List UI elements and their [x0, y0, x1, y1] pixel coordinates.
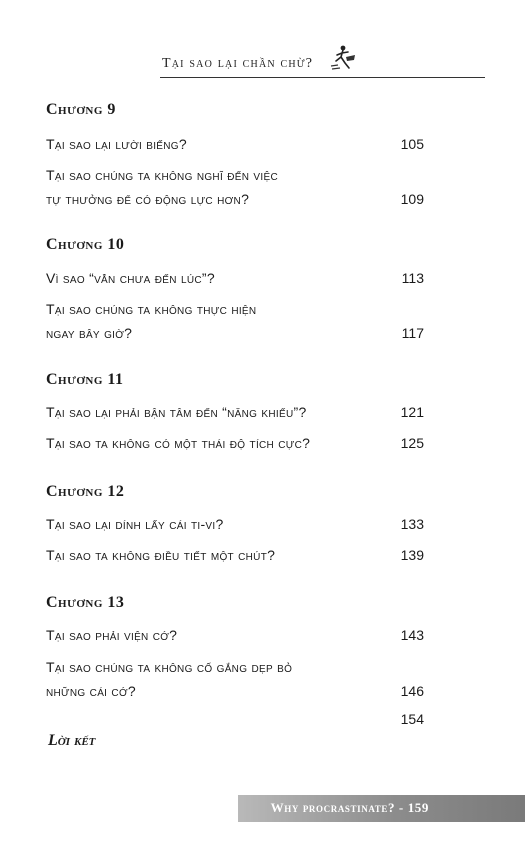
toc-entry-page: 143	[400, 627, 424, 643]
toc-entry-title: Tại sao lại phải bận tâm đến “năng khiếu”?	[46, 404, 307, 420]
epilogue-heading: Lời kết	[48, 732, 96, 749]
toc-entry-page: 113	[401, 270, 424, 286]
toc-entry-title: Tại sao ta không điều tiết một chút?	[46, 547, 276, 563]
toc-entry-page: 105	[400, 136, 424, 152]
toc-entry-title: Tại sao phải viện cớ?	[46, 627, 178, 643]
toc-entry-title: Tại sao chúng ta không thực hiện ngay bây giờ?	[46, 301, 257, 341]
running-header	[30, 44, 485, 80]
toc-entry-title: Tại sao lại dính lấy cái ti-vi?	[46, 516, 224, 532]
chapter-heading: Chương 12	[46, 483, 125, 500]
toc-entry-page: 133	[400, 516, 424, 532]
page-footer	[238, 795, 525, 822]
toc-entry-title: Vì sao “vẫn chưa đến lúc”?	[46, 270, 215, 286]
toc-entry-page: 117	[401, 325, 424, 341]
toc-entry-page: 109	[400, 191, 424, 207]
toc-entry-page: 146	[400, 683, 424, 699]
toc-entry	[46, 512, 424, 536]
chapter-heading: Chương 9	[46, 101, 116, 118]
toc-entry-title: Tại sao lại lười biếng?	[46, 136, 187, 152]
toc-entry	[46, 297, 424, 345]
chapter-heading: Chương 11	[46, 371, 124, 388]
toc-entry	[46, 623, 424, 647]
footer-text: Why procrastinate? - 159	[270, 800, 429, 815]
toc-entry	[46, 400, 424, 424]
toc-entry	[46, 655, 424, 703]
toc-entry	[46, 163, 424, 211]
chapter-heading: Chương 10	[46, 236, 125, 253]
toc-entry	[46, 543, 424, 567]
header-rule	[160, 77, 485, 78]
toc-entry-title: Tại sao chúng ta không cố gắng dẹp bỏ những cái cớ?	[46, 659, 293, 699]
toc-entry-page: 125	[400, 435, 424, 451]
toc-entry-page: 139	[400, 547, 424, 563]
toc-entry	[46, 132, 424, 156]
toc-entry	[46, 266, 424, 290]
toc-entry-title: Tại sao chúng ta không nghĩ đến việc tự thưởng để có động lực hơn?	[46, 167, 278, 207]
running-header-title: Tại sao lại chần chừ?	[162, 56, 314, 71]
epilogue-page: 154	[400, 711, 424, 727]
toc-entry	[46, 431, 424, 455]
running-figure-icon	[328, 44, 358, 72]
toc-entry-page: 121	[400, 404, 424, 420]
chapter-heading: Chương 13	[46, 594, 125, 611]
toc-entry-title: Tại sao ta không có một thái độ tích cực?	[46, 435, 311, 451]
